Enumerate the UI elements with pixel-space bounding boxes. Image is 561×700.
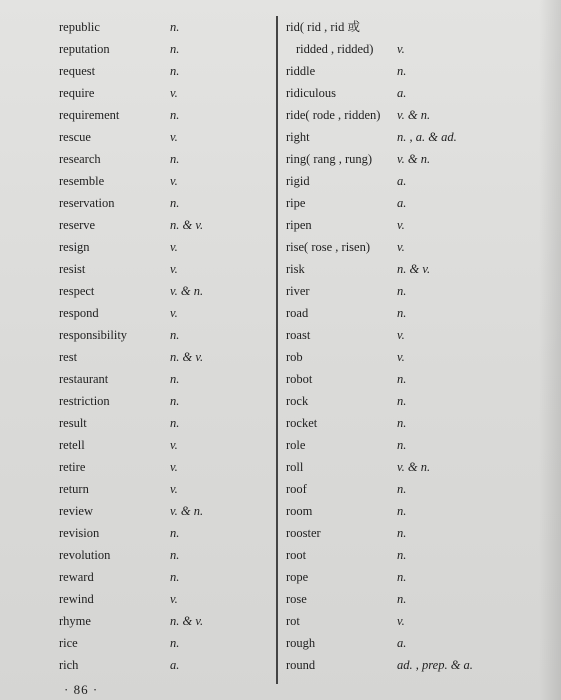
- word: rob: [286, 350, 303, 364]
- word: request: [59, 64, 96, 78]
- word-continuation: ridded , ridded): [296, 42, 374, 56]
- part-of-speech: n.: [397, 394, 407, 408]
- word: roof: [286, 482, 307, 496]
- word: resemble: [59, 174, 105, 188]
- part-of-speech: v. & n.: [397, 152, 431, 166]
- word: review: [59, 504, 94, 518]
- word: revolution: [59, 548, 111, 562]
- word: rose: [286, 592, 307, 606]
- part-of-speech: n.: [170, 570, 180, 584]
- word: retire: [59, 460, 86, 474]
- word: rich: [59, 658, 79, 672]
- word: rewind: [59, 592, 94, 606]
- page-binding-shadow: [539, 0, 561, 700]
- part-of-speech: n.: [397, 504, 407, 518]
- word: revision: [59, 526, 100, 540]
- word: republic: [59, 20, 100, 34]
- word: river: [286, 284, 310, 298]
- word: role: [286, 438, 306, 452]
- word: risk: [286, 262, 305, 276]
- word: reward: [59, 570, 94, 584]
- part-of-speech: n.: [170, 548, 180, 562]
- part-of-speech: n.: [397, 438, 407, 452]
- part-of-speech: n. , a. & ad.: [397, 130, 457, 144]
- word: roll: [286, 460, 304, 474]
- part-of-speech: n. & v.: [397, 262, 431, 276]
- word: restriction: [59, 394, 110, 408]
- word: ripen: [286, 218, 312, 232]
- part-of-speech: n.: [170, 152, 180, 166]
- part-of-speech: v.: [397, 328, 405, 342]
- part-of-speech: n.: [397, 64, 407, 78]
- word: robot: [286, 372, 313, 386]
- part-of-speech: v.: [170, 460, 178, 474]
- word: rice: [59, 636, 78, 650]
- word: rot: [286, 614, 300, 628]
- part-of-speech: v. & n.: [170, 284, 204, 298]
- word: research: [59, 152, 101, 166]
- part-of-speech: n.: [170, 108, 180, 122]
- part-of-speech: n.: [170, 328, 180, 342]
- word: ride( rode , ridden): [286, 108, 381, 122]
- part-of-speech: v.: [397, 614, 405, 628]
- word: reservation: [59, 196, 115, 210]
- part-of-speech: a.: [170, 658, 180, 672]
- word: roast: [286, 328, 311, 342]
- part-of-speech: n.: [397, 372, 407, 386]
- word: require: [59, 86, 95, 100]
- word: road: [286, 306, 309, 320]
- part-of-speech: v.: [397, 240, 405, 254]
- word: right: [286, 130, 310, 144]
- word: requirement: [59, 108, 120, 122]
- part-of-speech: v.: [397, 42, 405, 56]
- word: restaurant: [59, 372, 109, 386]
- part-of-speech: n. & v.: [170, 350, 204, 364]
- part-of-speech: n.: [170, 64, 180, 78]
- part-of-speech: n.: [397, 416, 407, 430]
- word: result: [59, 416, 87, 430]
- part-of-speech: v.: [170, 86, 178, 100]
- part-of-speech: a.: [397, 636, 407, 650]
- part-of-speech: v. & n.: [170, 504, 204, 518]
- word: rise( rose , risen): [286, 240, 370, 254]
- part-of-speech: v.: [170, 592, 178, 606]
- part-of-speech: n.: [397, 306, 407, 320]
- word: rhyme: [59, 614, 91, 628]
- part-of-speech: n.: [397, 592, 407, 606]
- part-of-speech: n. & v.: [170, 218, 204, 232]
- part-of-speech: n.: [397, 526, 407, 540]
- part-of-speech: ad. , prep. & a.: [397, 658, 473, 672]
- part-of-speech: v.: [397, 218, 405, 232]
- part-of-speech: v.: [170, 306, 178, 320]
- word: respect: [59, 284, 95, 298]
- word: round: [286, 658, 316, 672]
- part-of-speech: n.: [170, 394, 180, 408]
- part-of-speech: n.: [170, 636, 180, 650]
- part-of-speech: a.: [397, 174, 407, 188]
- part-of-speech: n.: [170, 526, 180, 540]
- part-of-speech: n.: [397, 548, 407, 562]
- word: reserve: [59, 218, 96, 232]
- part-of-speech: n.: [397, 482, 407, 496]
- part-of-speech: n.: [170, 20, 180, 34]
- part-of-speech: n.: [397, 570, 407, 584]
- word: ripe: [286, 196, 306, 210]
- part-of-speech: n.: [170, 372, 180, 386]
- part-of-speech: v.: [170, 262, 178, 276]
- part-of-speech: v.: [170, 240, 178, 254]
- word: root: [286, 548, 307, 562]
- word: ridiculous: [286, 86, 336, 100]
- word: respond: [59, 306, 99, 320]
- word: rooster: [286, 526, 321, 540]
- word: rough: [286, 636, 316, 650]
- word: retell: [59, 438, 85, 452]
- part-of-speech: n.: [170, 416, 180, 430]
- part-of-speech: v. & n.: [397, 460, 431, 474]
- word: rock: [286, 394, 309, 408]
- word: return: [59, 482, 89, 496]
- word: room: [286, 504, 313, 518]
- part-of-speech: n.: [170, 196, 180, 210]
- part-of-speech: n.: [170, 42, 180, 56]
- page-number: · 86 ·: [64, 682, 99, 697]
- word: resign: [59, 240, 90, 254]
- word: responsibility: [59, 328, 128, 342]
- word: rest: [59, 350, 78, 364]
- column-divider: [276, 16, 278, 684]
- part-of-speech: n. & v.: [170, 614, 204, 628]
- word: rescue: [59, 130, 91, 144]
- part-of-speech: v. & n.: [397, 108, 431, 122]
- part-of-speech: v.: [170, 174, 178, 188]
- word: rocket: [286, 416, 318, 430]
- word: ring( rang , rung): [286, 152, 373, 166]
- word: reputation: [59, 42, 110, 56]
- word: rid( rid , rid 或: [286, 20, 360, 34]
- part-of-speech: a.: [397, 196, 407, 210]
- part-of-speech: v.: [170, 130, 178, 144]
- part-of-speech: a.: [397, 86, 407, 100]
- word: riddle: [286, 64, 316, 78]
- word: resist: [59, 262, 86, 276]
- part-of-speech: n.: [397, 284, 407, 298]
- part-of-speech: v.: [170, 438, 178, 452]
- part-of-speech: v.: [170, 482, 178, 496]
- part-of-speech: v.: [397, 350, 405, 364]
- word: rigid: [286, 174, 310, 188]
- word: rope: [286, 570, 309, 584]
